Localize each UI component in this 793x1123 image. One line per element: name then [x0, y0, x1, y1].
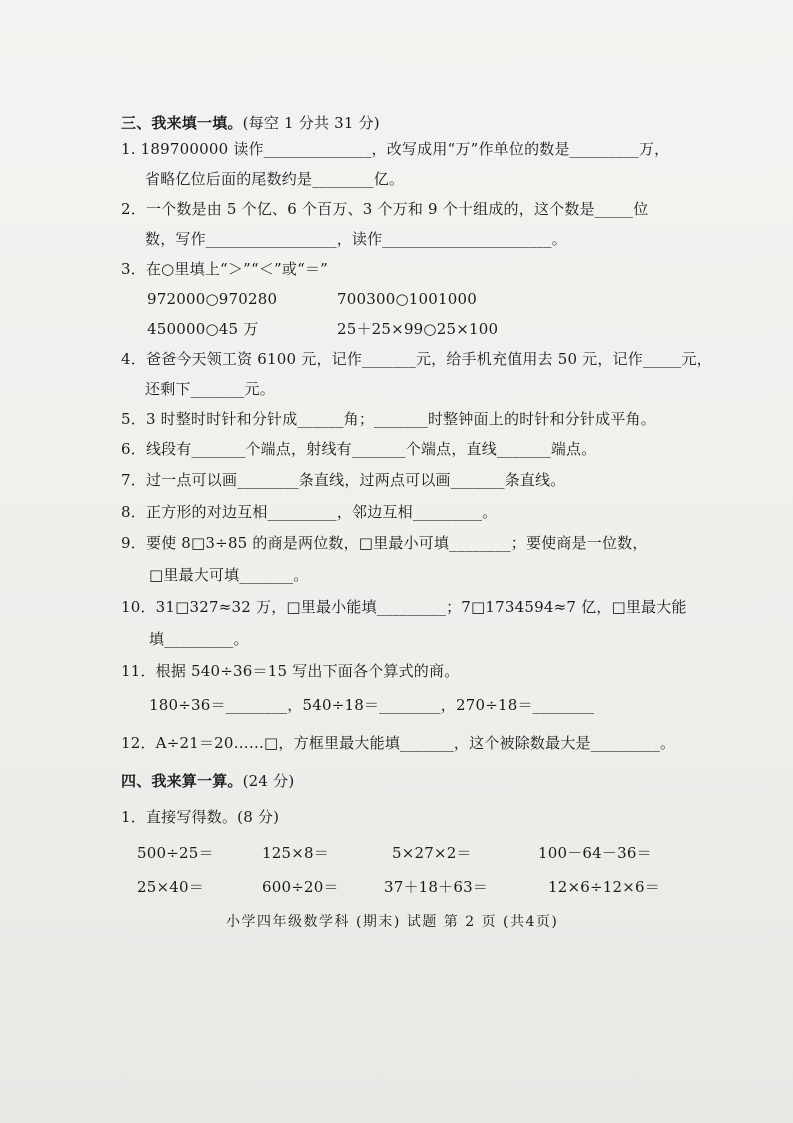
compare-item-2: 700300○1001000 — [337, 290, 477, 308]
question-2-line-2: 数，写作_________________，读作______________________。 — [145, 230, 567, 248]
question-2-line-1: 2．一个数是由 5 个亿、6 个百万、3 个万和 9 个十组成的，这个数是_____位 — [121, 200, 649, 218]
question-3-line: 3．在○里填上“＞”“＜”或“＝” — [121, 260, 329, 278]
question-10-line-1: 10．31□327≈32 万，□里最小能填_________；7□1734594≈7 亿，□里最大能 — [121, 598, 687, 616]
question-12-line: 12．A÷21＝20……□，方框里最大能填_______，这个被除数最大是_________。 — [121, 734, 676, 752]
question-5-line: 5．3 时整时时针和分针成______角；_______时整钟面上的时针和分针成平角。 — [121, 410, 656, 428]
question-6-line: 6．线段有_______个端点，射线有_______个端点，直线_______端点。 — [121, 440, 597, 458]
question-1-line-2: 省略亿位后面的尾数约是________亿。 — [145, 170, 405, 188]
page-footer: 小学四年级数学科 (期末) 试题 第 2 页 (共4页) — [226, 914, 559, 930]
question-9-line-2: □里最大可填_______。 — [149, 566, 309, 584]
calc-item: 100－64－36＝ — [538, 844, 652, 862]
calc-item: 500÷25＝ — [137, 844, 214, 862]
section-title: 四、我来算一算。 — [121, 772, 243, 790]
calc-item: 37＋18＋63＝ — [384, 878, 489, 896]
section-three-heading — [121, 113, 380, 133]
question-10-line-2: 填_________。 — [149, 630, 249, 648]
section-scoring: (24 分) — [242, 772, 295, 790]
section-four-heading — [121, 771, 294, 791]
subquestion-1: 1．直接写得数。(8 分) — [121, 808, 280, 826]
question-1-line-1: 1. 189700000 读作______________，改写成用“万”作单位的数是_________万， — [121, 140, 670, 158]
calc-item: 25×40＝ — [137, 878, 204, 896]
calc-item: 600÷20＝ — [262, 878, 339, 896]
question-11-line-2: 180÷36＝________，540÷18＝________，270÷18＝________ — [149, 696, 595, 714]
compare-item-4: 25＋25×99○25×100 — [337, 320, 499, 338]
calc-item: 125×8＝ — [262, 844, 329, 862]
compare-item-1: 972000○970280 — [147, 290, 278, 308]
question-7-line: 7．过一点可以画________条直线，过两点可以画_______条直线。 — [121, 471, 566, 489]
compare-item-3: 450000○45 万 — [147, 320, 259, 338]
question-11-line-1: 11．根据 540÷36＝15 写出下面各个算式的商。 — [121, 662, 460, 680]
calc-item: 12×6÷12×6＝ — [548, 878, 660, 896]
calc-item: 5×27×2＝ — [392, 844, 472, 862]
question-8-line: 8．正方形的对边互相_________，邻边互相_________。 — [121, 503, 498, 521]
question-9-line-1: 9．要使 8□3÷85 的商是两位数，□里最小可填________；要使商是一位数， — [121, 534, 648, 552]
question-4-line-2: 还剩下_______元。 — [145, 380, 275, 398]
section-title: 三、我来填一填。 — [121, 114, 243, 132]
section-scoring: (每空 1 分共 31 分) — [242, 114, 380, 132]
question-4-line-1: 4．爸爸今天领工资 6100 元，记作_______元，给手机充值用去 50 元，记作_____元， — [121, 350, 712, 368]
